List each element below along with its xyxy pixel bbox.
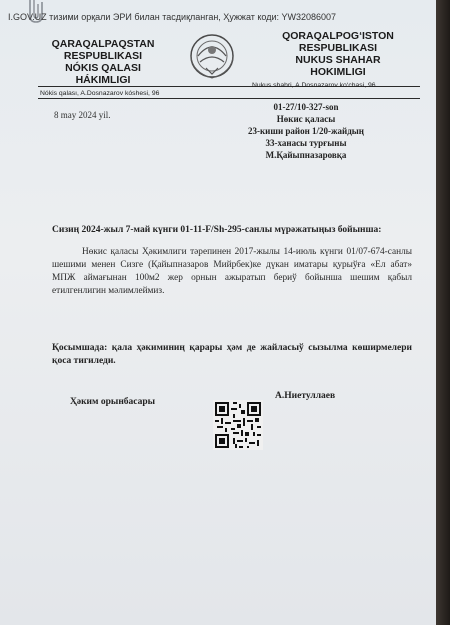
address-left: Nókis qalası, A.Dosnazarov kóshesi, 96 [40,90,160,97]
header-left-line: NÓKIS QALASI [65,62,141,74]
header-right-line: RESPUBLIKASI [298,42,378,54]
header-right-line: QORAQALPOG‘ISTON [282,30,394,42]
signatory-name: А.Ниетуллаев [275,391,336,401]
signatory-role: Ҳәким орынбасары [70,397,156,407]
addressee-line: 33-ханасы турғыны [265,138,347,148]
reference-number: 01-27/10-327-son [273,102,339,112]
attachment-note: Қосымшада: қала ҳәкиминиң қарары ҳәм де жайласыў сызылма көширмелери қоса тигиледи. [52,343,412,366]
header-left-line: HÁKIMLIGI [75,74,131,86]
qr-code-icon [213,400,263,450]
state-emblem-icon [186,32,238,82]
addressee-line: Нөкис қаласы [276,114,336,124]
addressee-block [226,101,386,161]
header-left-line: QARAQALPAQSTAN [51,38,155,50]
header-right-line: NUKUS SHAHAR [295,54,381,66]
header-right-line: HOKIMLIGI [310,66,366,78]
header-left [38,38,168,86]
verification-line: I.GOV.UZ тизими орқали ЭРИ билан тасдиқланган, Ҳужжат коди: YW32086007 [8,12,337,22]
table-edge [436,0,450,625]
addressee-line: М.Қайыпназаровқа [265,150,347,160]
letter-subject: Сизиң 2024-жыл 7-май күнги 01-11-F/Sh-295-санлы мүрәжатыңыз бойынша: [52,225,382,235]
addressee-line: 23-киши район 1/20-жайдың [247,126,364,136]
header-divider [38,98,420,99]
letter-body: Нөкис қаласы Ҳәкимлиги тәрепинен 2017-жылы 14-июль күнги 01/07-674-санлы шешими менен Сизге (Қайыпназаров Мийрбек)ке дүкан иматары қурыўға «Ел абат» МПЖ аймағынан 100м2 жер орнын ажыратып бериў бойынша шешим қабыл етилгенлигин мәлимлеймиз. [52,247,412,296]
address-right: Nukus shahri, A.Dosnazarov ko‘chasi, 96 [252,82,376,89]
header-left-line: RESPUBLIKASI [63,50,143,62]
letter-date: 8 may 2024 yil. [54,110,111,120]
header-right [262,30,414,78]
